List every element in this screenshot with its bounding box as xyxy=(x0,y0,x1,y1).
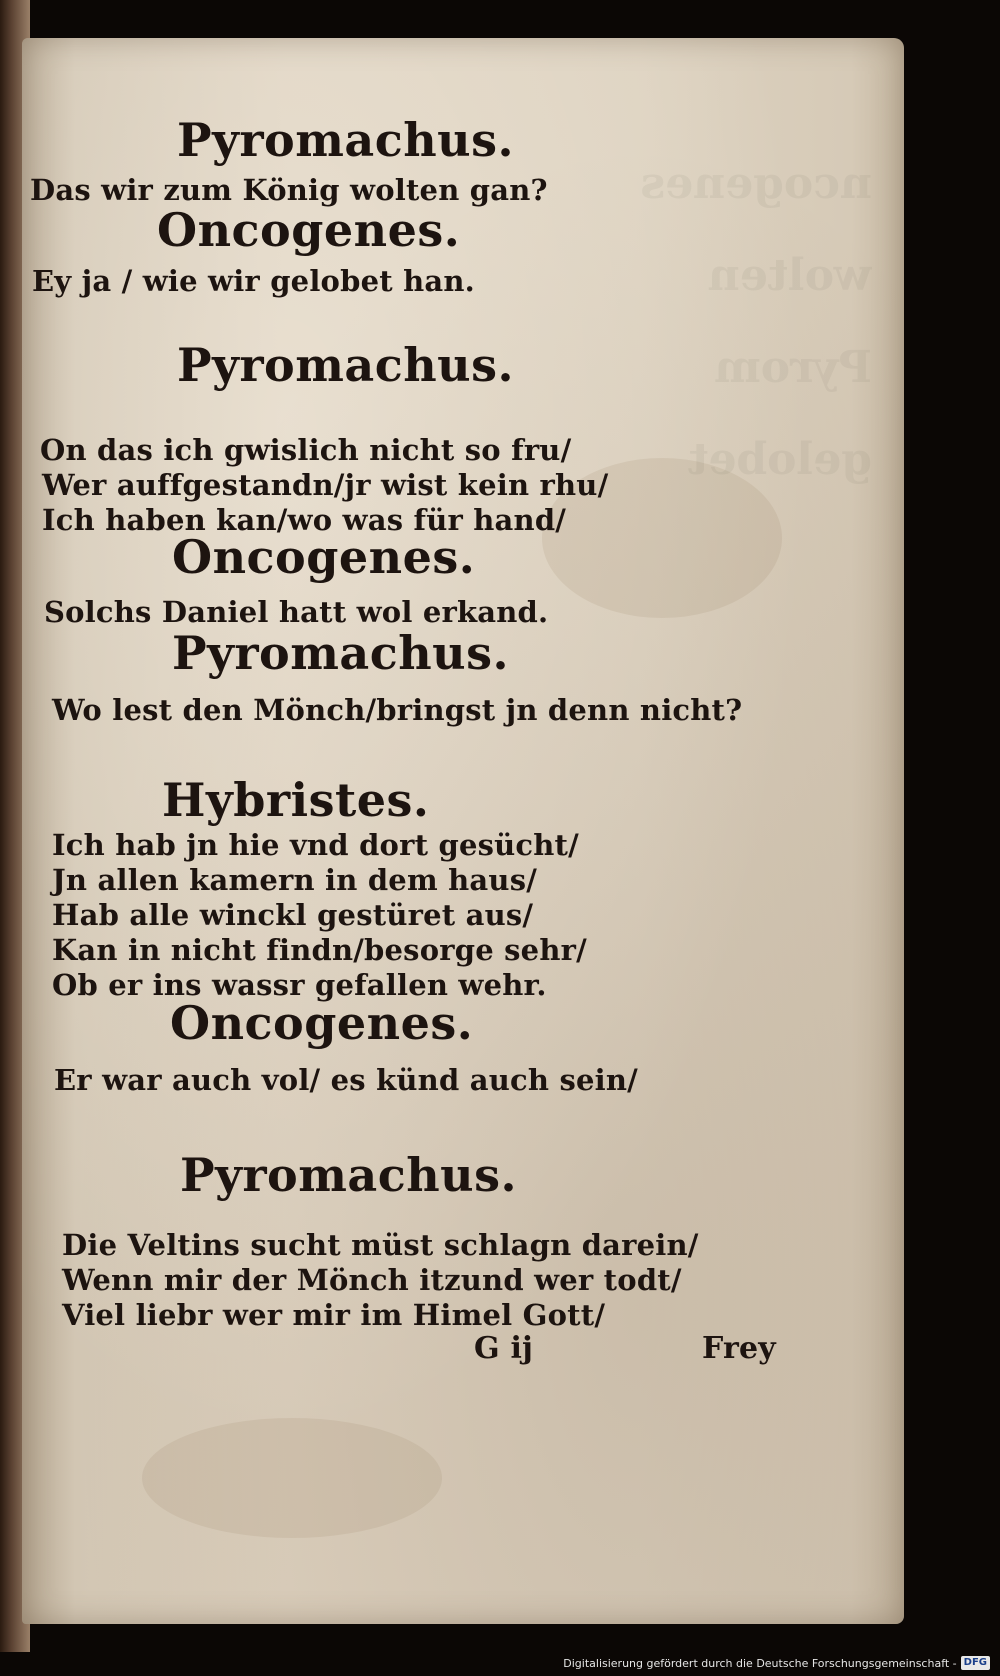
paper-stain xyxy=(142,1418,442,1538)
catchword: Frey xyxy=(702,1331,776,1366)
verse-line: Hab alle winckl gestüret aus/ xyxy=(52,898,534,932)
speaker-name: Pyromachus. xyxy=(177,113,515,167)
verse-line: Ich hab jn hie vnd dort gesücht/ xyxy=(52,828,579,862)
verse-line: Ich haben kan/wo was für hand/ xyxy=(42,503,567,537)
verse-line: Viel liebr wer mir im Himel Gott/ xyxy=(62,1298,606,1332)
verse-line: On das ich gwislich nicht so fru/ xyxy=(40,433,572,467)
show-through-text: ncogenes wolten Pyrom gelobet xyxy=(640,158,872,485)
speaker-name: Pyromachus. xyxy=(172,626,510,680)
verse-line: Ey ja / wie wir gelobet han. xyxy=(32,264,475,298)
speaker-name: Oncogenes. xyxy=(170,996,474,1050)
book-page xyxy=(22,38,904,1624)
speaker-name: Pyromachus. xyxy=(180,1148,518,1202)
speaker-name: Oncogenes. xyxy=(157,203,461,257)
speaker-name: Oncogenes. xyxy=(172,530,476,584)
verse-line: Solchs Daniel hatt wol erkand. xyxy=(44,595,549,629)
speaker-name: Hybristes. xyxy=(162,773,430,827)
verse-line: Kan in nicht findn/besorge sehr/ xyxy=(52,933,587,967)
speaker-name: Pyromachus. xyxy=(177,338,515,392)
verse-line: Er war auch vol/ es künd auch sein/ xyxy=(54,1063,638,1097)
signature-mark: G ij xyxy=(474,1331,534,1366)
dfg-logo: DFG xyxy=(961,1656,990,1670)
credit-text: Digitalisierung gefördert durch die Deutsche Forschungsgemeinschaft - xyxy=(563,1656,957,1670)
verse-line: Wenn mir der Mönch itzund wer todt/ xyxy=(62,1263,682,1297)
verse-line: Die Veltins sucht müst schlagn darein/ xyxy=(62,1228,699,1262)
verse-line: Wer auffgestandn/jr wist kein rhu/ xyxy=(42,468,609,502)
credit-line xyxy=(563,1654,990,1672)
verse-line: Jn allen kamern in dem haus/ xyxy=(52,863,538,897)
verse-line: Ob er ins wassr gefallen wehr. xyxy=(52,968,547,1002)
verse-line: Das wir zum König wolten gan? xyxy=(30,173,548,207)
verse-line: Wo lest den Mönch/bringst jn denn nicht? xyxy=(52,693,743,727)
